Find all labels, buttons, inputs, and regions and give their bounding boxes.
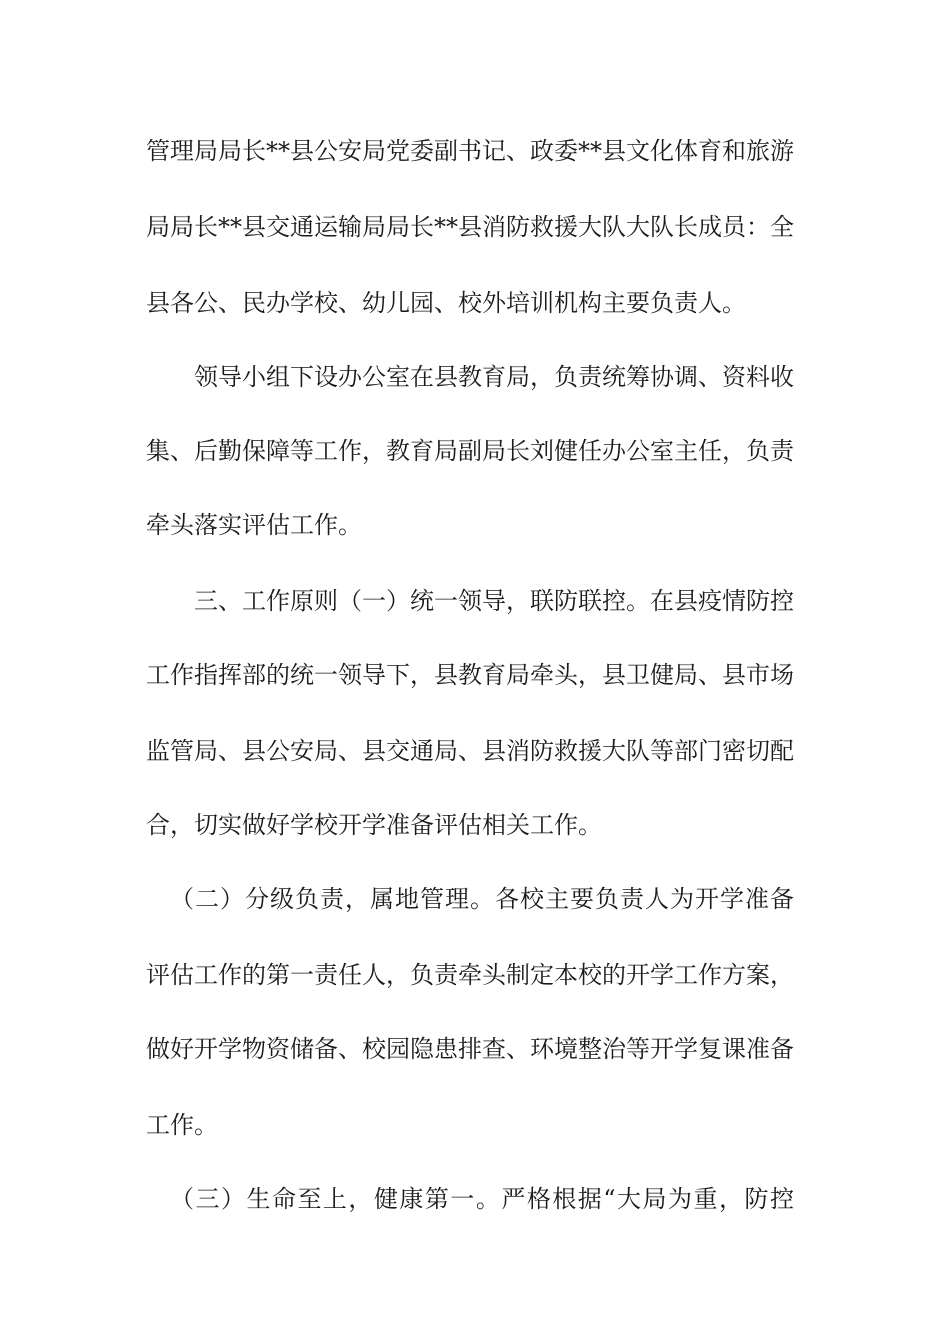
text-line: 工作指挥部的统一领导下，县教育局牵头，县卫健局、县市场 (146, 661, 794, 689)
paragraph-first-line: 领导小组下设办公室在县教育局，负责统筹协调、资料收 (194, 363, 794, 391)
paragraph-first-line: （三）生命至上，健康第一。严格根据“大局为重，防控 (170, 1185, 794, 1213)
text-line: 局局长**县交通运输局局长**县消防救援大队大队长成员：全 (146, 213, 794, 241)
text-line: 合，切实做好学校开学准备评估相关工作。 (146, 811, 602, 839)
text-line: 牵头落实评估工作。 (146, 511, 362, 539)
text-line: 做好开学物资储备、校园隐患排查、环境整治等开学复课准备 (146, 1035, 794, 1063)
section-heading-line: 三、工作原则（一）统一领导，联防联控。在县疫情防控 (194, 587, 794, 615)
text-line: 管理局局长**县公安局党委副书记、政委**县文化体育和旅游 (146, 137, 794, 165)
text-line: 工作。 (146, 1111, 218, 1139)
paragraph-first-line: （二）分级负责，属地管理。各校主要负责人为开学准备 (170, 885, 794, 913)
text-line: 集、后勤保障等工作，教育局副局长刘健任办公室主任，负责 (146, 437, 794, 465)
text-line: 评估工作的第一责任人，负责牵头制定本校的开学工作方案， (146, 961, 794, 989)
text-line: 县各公、民办学校、幼儿园、校外培训机构主要负责人。 (146, 289, 746, 317)
text-line: 监管局、县公安局、县交通局、县消防救援大队等部门密切配 (146, 737, 794, 765)
